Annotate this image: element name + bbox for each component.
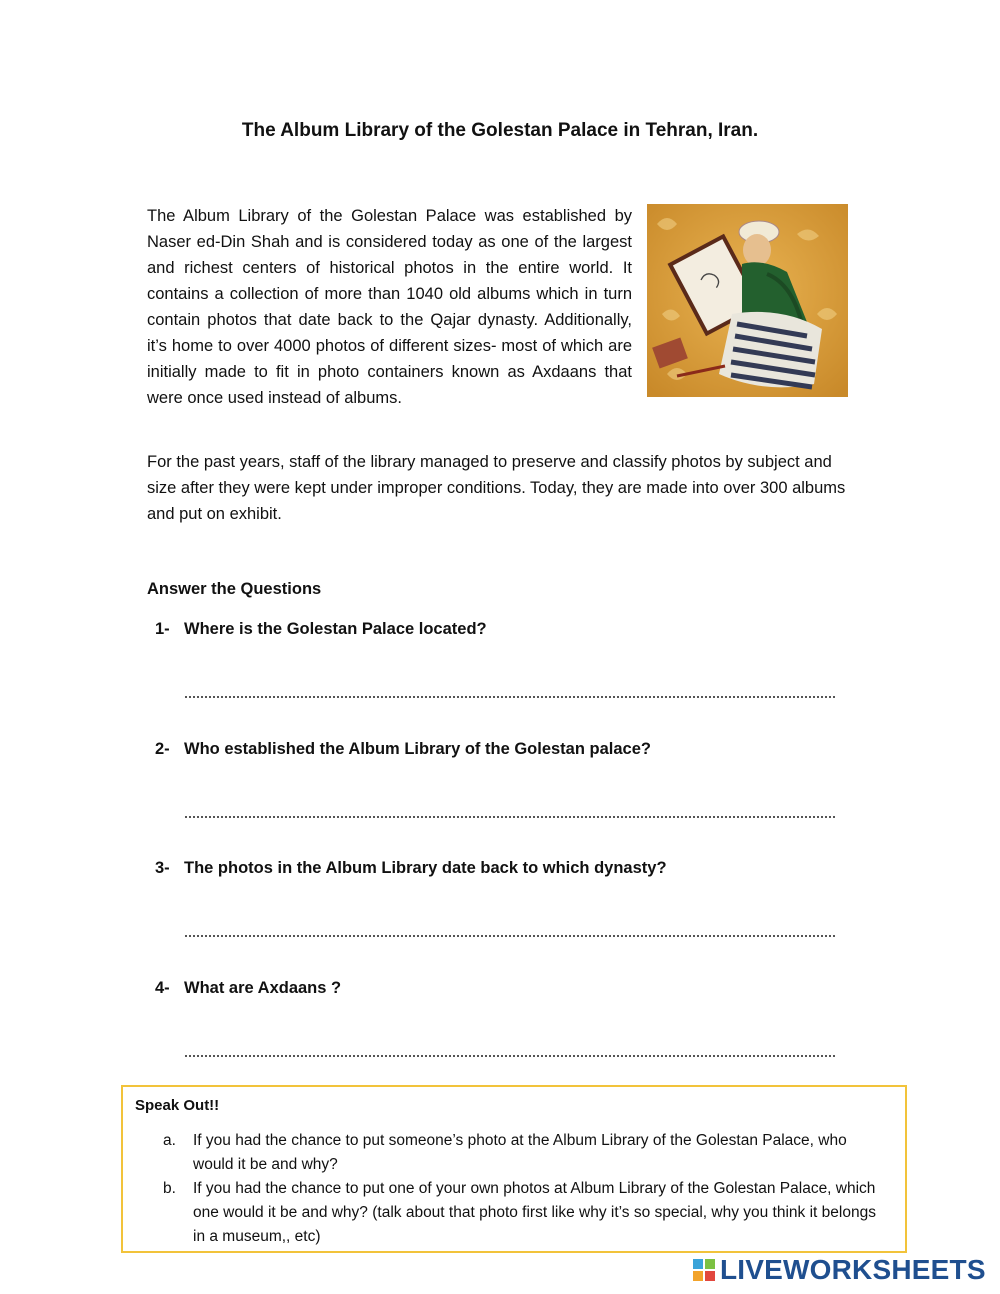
question-number: 3- xyxy=(155,859,170,877)
list-marker: b. xyxy=(163,1180,176,1197)
logo-text: LIVEWORKSHEETS xyxy=(720,1254,986,1285)
speak-out-text: If you had the chance to put someone’s photo at the Album Library of the Golestan Palace, who would it be and why? xyxy=(193,1132,847,1173)
answer-field-1[interactable] xyxy=(185,686,835,698)
answer-field-2[interactable] xyxy=(185,806,835,818)
question-4 xyxy=(155,979,341,998)
question-3 xyxy=(155,859,667,878)
question-number: 2- xyxy=(155,740,170,758)
speak-out-title: Speak Out!! xyxy=(135,1097,220,1114)
speak-out-text: If you had the chance to put one of your own photos at Album Library of the Golestan Palace, which one would it be and why? (talk about that photo first like why it’s so special, why you think it belongs in a museum,, etc) xyxy=(193,1180,876,1245)
answer-field-4[interactable] xyxy=(185,1045,835,1057)
question-text: Who established the Album Library of the Golestan palace? xyxy=(184,740,651,758)
question-text: The photos in the Album Library date back to which dynasty? xyxy=(184,859,667,877)
liveworksheets-logo-icon xyxy=(692,1258,716,1282)
question-text: What are Axdaans ? xyxy=(184,979,342,997)
question-text: Where is the Golestan Palace located? xyxy=(184,620,487,638)
persian-miniature-painting xyxy=(647,204,848,397)
questions-heading: Answer the Questions xyxy=(147,580,322,598)
speak-out-item-b xyxy=(163,1177,883,1249)
second-paragraph: For the past years, staff of the library managed to preserve and classify photos by subject and size after they were kept under improper conditions. Today, they are made into over 300 albums and put on exhibit. xyxy=(147,453,846,523)
answer-field-3[interactable] xyxy=(185,925,835,937)
question-1 xyxy=(155,620,487,639)
question-2 xyxy=(155,740,651,759)
intro-paragraph: The Album Library of the Golestan Palace was established by Naser ed-Din Shah and is considered today as one of the largest and richest centers of historical photos in the entire world. It contains a collection of more than 1040 old albums which in turn contain photos that date back to the Qajar dynasty. Additionally, it’s home to over 4000 photos of different sizes- most of which are initially made to fit in photo containers known as Axdaans that were once used instead of albums. xyxy=(147,207,632,407)
question-number: 1- xyxy=(155,620,170,638)
speak-out-box xyxy=(121,1085,907,1253)
worksheet-title: The Album Library of the Golestan Palace in Tehran, Iran. xyxy=(241,120,759,141)
liveworksheets-logo xyxy=(692,1255,986,1285)
question-number: 4- xyxy=(155,979,170,997)
speak-out-item-a xyxy=(163,1129,883,1177)
list-marker: a. xyxy=(163,1132,176,1149)
